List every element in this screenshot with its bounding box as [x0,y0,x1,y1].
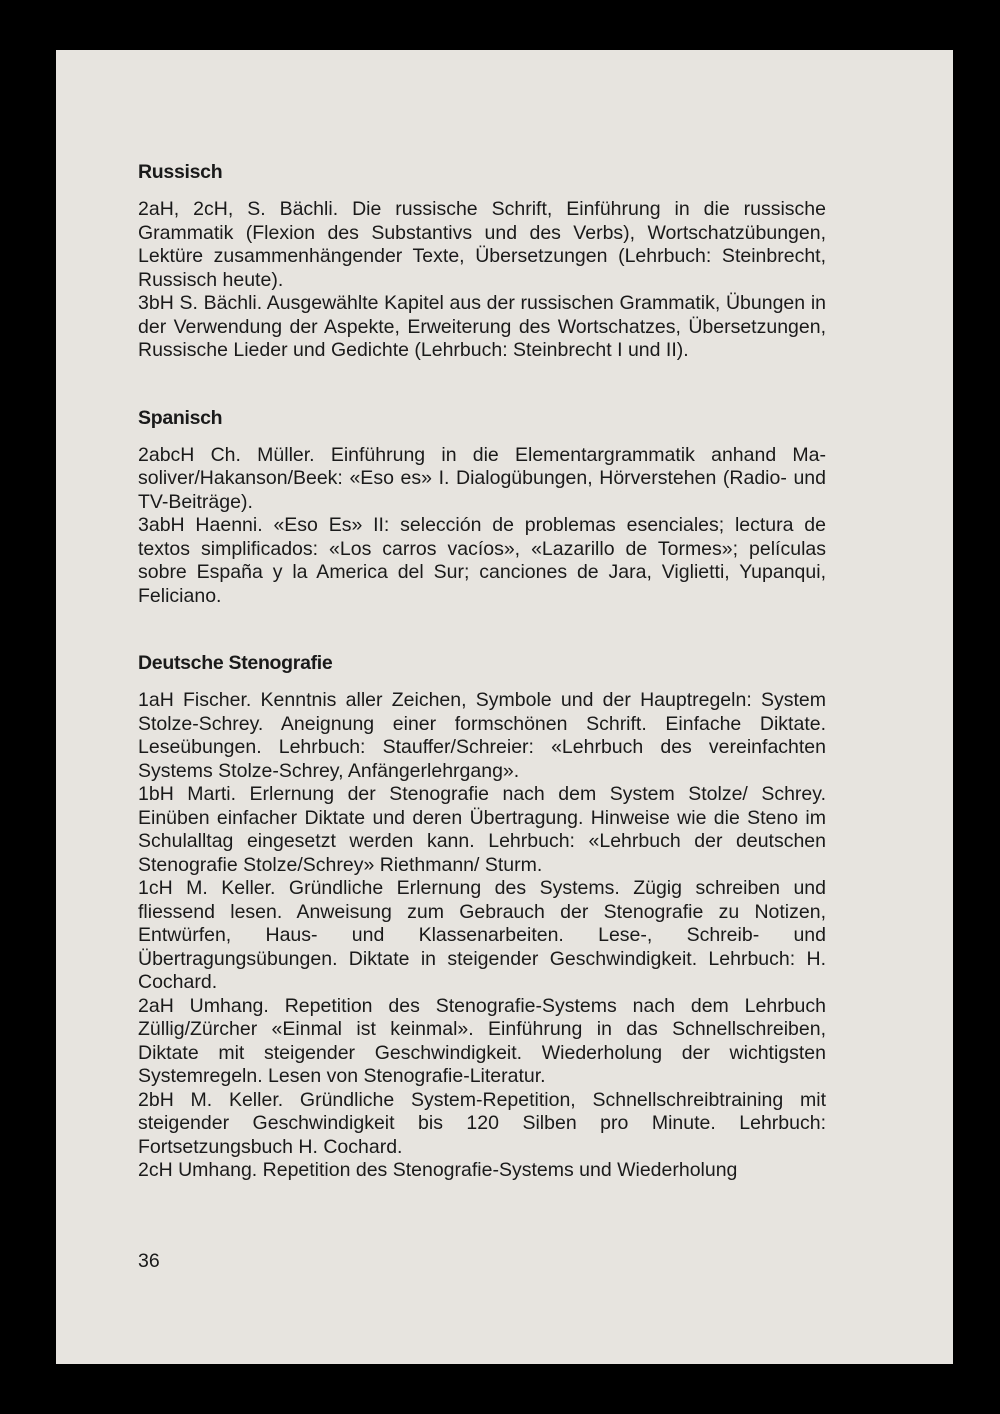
course-paragraph: 1cH M. Keller. Gründliche Erlernung des Systems. Zügig schreiben und fliessend lesen. Anweisung zum Gebrauch der Stenografie zu Notizen, Entwürfen, Haus- und Klassenarbeiten. Lese-, Schreib- und Übertragungsübungen. Diktate in steigender Geschwindigkeit. Lehrbuch: H. Cochard. [138,877,826,993]
course-paragraph: 1aH Fischer. Kenntnis aller Zeichen, Symbole und der Hauptregeln: System Stolze-Schrey. Aneignung einer formschönen Schrift. Einfache Diktate. Leseübungen. Lehrbuch: Stauffer/Schreier: «Lehrbuch des vereinfachten Systems Stolze-Schrey, Anfängerlehrgang». [138,689,826,782]
document-page [56,50,953,1364]
section-deutsche-stenografie [138,651,826,1183]
course-paragraph: 2aH, 2cH, S. Bächli. Die russische Schrift, Einführung in die russische Grammatik (Flexion des Substantivs und des Verbs), Wortschatzübungen, Lektüre zusammenhängender Texte, Übersetzungen (Lehrbuch: Steinbrecht, Russisch heute). [138,198,826,291]
course-paragraph: 2bH M. Keller. Gründliche System-Repetition, Schnellschreibtraining mit steigender Geschwindigkeit bis 120 Silben pro Minute. Lehrbuch: Fortsetzungsbuch H. Cochard. [138,1088,826,1158]
course-paragraph: 2abcH Ch. Müller. Einführung in die Elementargrammatik anhand Masoliver/Hakanson/Beek: «Eso es» I. Dialogübungen, Hörverstehen (Radio- und TV-Beiträge). [138,443,826,513]
course-paragraph: 2aH Umhang. Repetition des Stenografie-Systems nach dem Lehrbuch Züllig/Zürcher «Einmal ist keinmal». Einführung in das Schnellschreiben, Diktate mit steigender Geschwindigkeit. Wiederholung der wichtigsten Systemregeln. Lesen von Stenografie-Literatur. [138,994,826,1087]
course-paragraph: 1bH Marti. Erlernung der Stenografie nach dem System Stolze/ Schrey. Einüben einfacher Diktate und deren Übertragung. Hinweise wie die Steno im Schulalltag eingesetzt werden kann. Lehrbuch: «Lehrbuch der deutschen Stenografie Stolze/Schrey» Riethmann/ Sturm. [138,783,826,876]
section-russisch [138,160,826,363]
course-paragraph: 3bH S. Bächli. Ausgewählte Kapitel aus der russischen Grammatik, Übungen in der Verwendung der Aspekte, Erweiterung des Wortschatzes, Übersetzungen, Russische Lieder und Gedichte (Lehrbuch: Steinbrecht I und II). [138,292,826,361]
course-paragraph: 2cH Umhang. Repetition des Stenografie-Systems und Wiederholung [138,1159,738,1181]
section-heading: Deutsche Stenografie [138,652,333,674]
section-heading: Spanisch [138,406,223,429]
page-content [138,160,826,1183]
course-paragraph: 3abH Haenni. «Eso Es» II: selección de problemas esenciales; lectura de textos simplificados: «Los carros vacíos», «Lazarillo de Tormes»; películas sobre España y la America del Sur; canciones de Jara, Viglietti, Yupanqui, Feliciano. [138,514,826,607]
section-heading: Russisch [138,161,223,183]
section-spanisch [138,406,826,609]
page-number: 36 [138,1250,160,1272]
